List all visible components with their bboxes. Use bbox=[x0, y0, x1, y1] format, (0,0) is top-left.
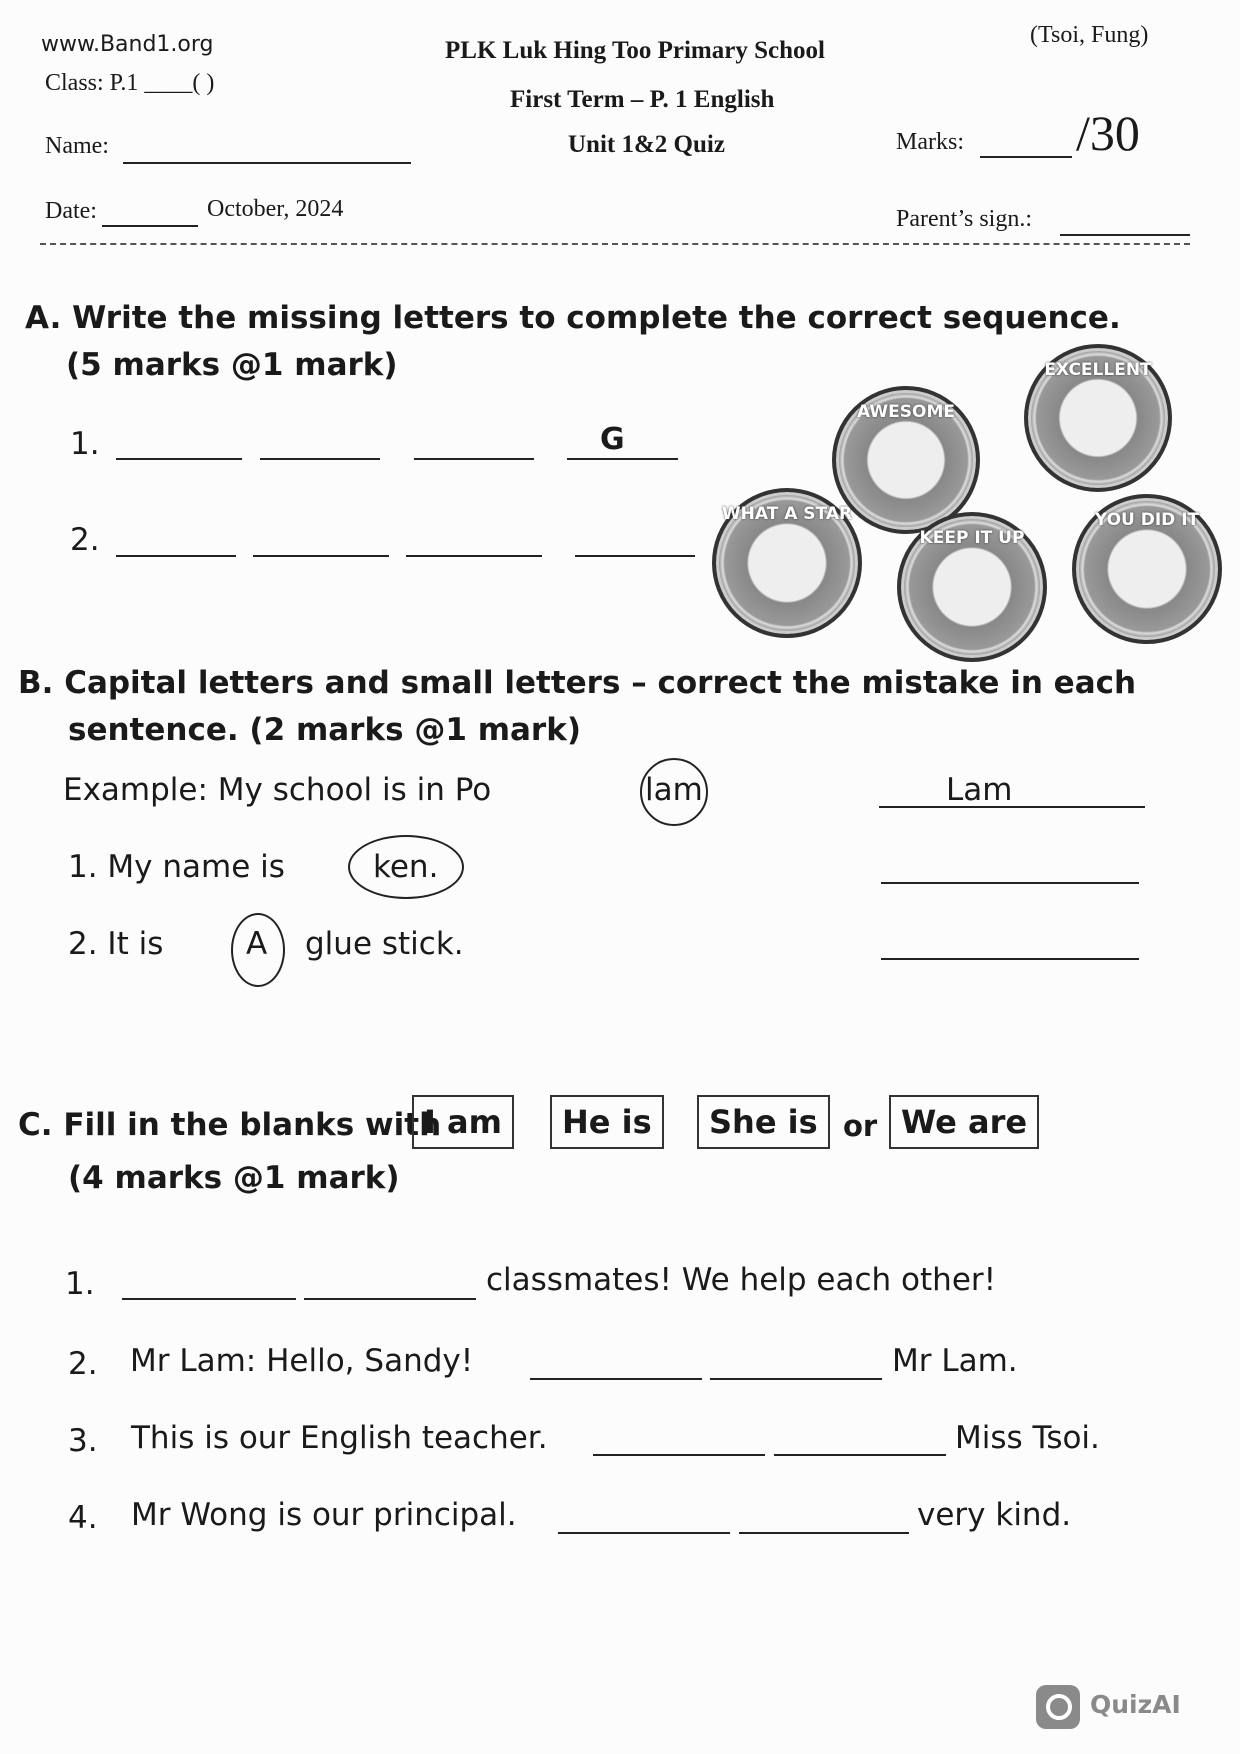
option-we-are: We are bbox=[889, 1095, 1039, 1149]
c-q1-blank-2[interactable] bbox=[304, 1298, 476, 1300]
c-q3-blank-2[interactable] bbox=[774, 1454, 946, 1456]
c-q2-blank-1[interactable] bbox=[530, 1378, 702, 1380]
teachers: (Tsoi, Fung) bbox=[1030, 22, 1149, 48]
badge-keep-it-up bbox=[897, 512, 1047, 662]
c-q3-post: Miss Tsoi. bbox=[955, 1420, 1100, 1456]
c-q1-blank-1[interactable] bbox=[122, 1298, 296, 1300]
marks-label: Marks: bbox=[896, 129, 964, 155]
b-q2-pre: 2. It is bbox=[68, 926, 164, 962]
badge-excellent bbox=[1024, 344, 1172, 492]
b-q1-answer-field[interactable] bbox=[881, 882, 1139, 884]
c-q4-blank-1[interactable] bbox=[558, 1532, 730, 1534]
c-q1-number: 1. bbox=[65, 1266, 95, 1302]
name-label: Name: bbox=[45, 133, 109, 159]
b-example: Example: My school is in Po bbox=[63, 772, 492, 808]
b-example-answer-line bbox=[879, 806, 1145, 808]
a-q1-blank-2[interactable] bbox=[260, 458, 380, 460]
marks-field[interactable] bbox=[980, 156, 1072, 158]
c-q3-blank-1[interactable] bbox=[593, 1454, 765, 1456]
c-q3-number: 3. bbox=[68, 1423, 98, 1459]
a-q2-blank-2[interactable] bbox=[253, 555, 389, 557]
c-q1-text: classmates! We help each other! bbox=[486, 1262, 997, 1298]
badge-label: WHAT A STAR bbox=[721, 504, 853, 524]
a-q2-blank-3[interactable] bbox=[406, 555, 542, 557]
circle-mark bbox=[231, 913, 285, 987]
c-q2-number: 2. bbox=[68, 1346, 98, 1382]
c-q4-blank-2[interactable] bbox=[739, 1532, 909, 1534]
a-q2-number: 2. bbox=[70, 522, 100, 558]
badge-label: YOU DID IT bbox=[1094, 510, 1200, 530]
b-q2-circled: A bbox=[246, 926, 268, 962]
badge-label: KEEP IT UP bbox=[919, 528, 1025, 548]
date-label: Date: bbox=[45, 198, 97, 224]
quizai-brand: QuizAI bbox=[1090, 1690, 1181, 1719]
section-b-title: B. Capital letters and small letters – correct the mistake in each bbox=[18, 665, 1137, 701]
badge-what-a-star bbox=[712, 488, 862, 638]
b-q2-answer-field[interactable] bbox=[881, 958, 1139, 960]
a-q1-given-letter: G bbox=[600, 422, 625, 457]
date-field[interactable] bbox=[102, 225, 198, 227]
option-she-is: She is bbox=[697, 1095, 830, 1149]
c-q4-number: 4. bbox=[68, 1500, 98, 1536]
c-q3-pre: This is our English teacher. bbox=[131, 1420, 548, 1456]
a-q2-blank-4[interactable] bbox=[575, 555, 695, 557]
b-q1-sentence: 1. My name is bbox=[68, 849, 285, 885]
section-b-title-cont: sentence. (2 marks @1 mark) bbox=[68, 712, 581, 748]
a-q1-blank-4[interactable] bbox=[567, 458, 678, 460]
a-q2-blank-1[interactable] bbox=[116, 555, 236, 557]
c-q2-post: Mr Lam. bbox=[892, 1343, 1018, 1379]
term-title: First Term – P. 1 English bbox=[510, 86, 775, 113]
b-q2-post: glue stick. bbox=[305, 926, 464, 962]
a-q1-blank-3[interactable] bbox=[414, 458, 534, 460]
b-example-circled: lam bbox=[645, 772, 703, 808]
quiz-title: Unit 1&2 Quiz bbox=[568, 131, 725, 158]
c-q4-post: very kind. bbox=[917, 1497, 1072, 1533]
badge-label: AWESOME bbox=[857, 402, 955, 422]
badge-you-did-it bbox=[1072, 494, 1222, 644]
badge-label: EXCELLENT bbox=[1044, 360, 1152, 380]
c-q4-pre: Mr Wong is our principal. bbox=[131, 1497, 517, 1533]
circle-mark bbox=[640, 758, 708, 826]
a-q1-number: 1. bbox=[70, 426, 100, 462]
parent-sign-field[interactable] bbox=[1060, 234, 1190, 236]
option-he-is: He is bbox=[550, 1095, 664, 1149]
or-text: or bbox=[843, 1109, 878, 1143]
circle-mark bbox=[348, 835, 464, 899]
b-example-answer: Lam bbox=[946, 772, 1013, 808]
website-watermark: www.Band1.org bbox=[41, 32, 214, 57]
class-field: Class: P.1 ____( ) bbox=[45, 70, 215, 96]
parent-sign-label: Parent’s sign.: bbox=[896, 206, 1032, 232]
c-q2-pre: Mr Lam: Hello, Sandy! bbox=[130, 1343, 474, 1379]
date-value: October, 2024 bbox=[207, 196, 344, 222]
option-i-am: I am bbox=[412, 1095, 514, 1149]
section-a-marks: (5 marks @1 mark) bbox=[66, 347, 398, 383]
quizai-logo-icon bbox=[1036, 1685, 1080, 1729]
a-q1-blank-1[interactable] bbox=[116, 458, 242, 460]
c-q2-blank-2[interactable] bbox=[710, 1378, 882, 1380]
school-name: PLK Luk Hing Too Primary School bbox=[445, 37, 825, 64]
b-q1-circled: ken. bbox=[373, 849, 439, 885]
marks-total: /30 bbox=[1076, 105, 1140, 161]
section-c-marks: (4 marks @1 mark) bbox=[68, 1160, 400, 1196]
section-c-title: C. Fill in the blanks with bbox=[18, 1107, 442, 1143]
header-divider bbox=[40, 243, 1190, 245]
name-field[interactable] bbox=[123, 162, 411, 164]
section-a-title: A. Write the missing letters to complete the correct sequence. bbox=[25, 300, 1121, 336]
